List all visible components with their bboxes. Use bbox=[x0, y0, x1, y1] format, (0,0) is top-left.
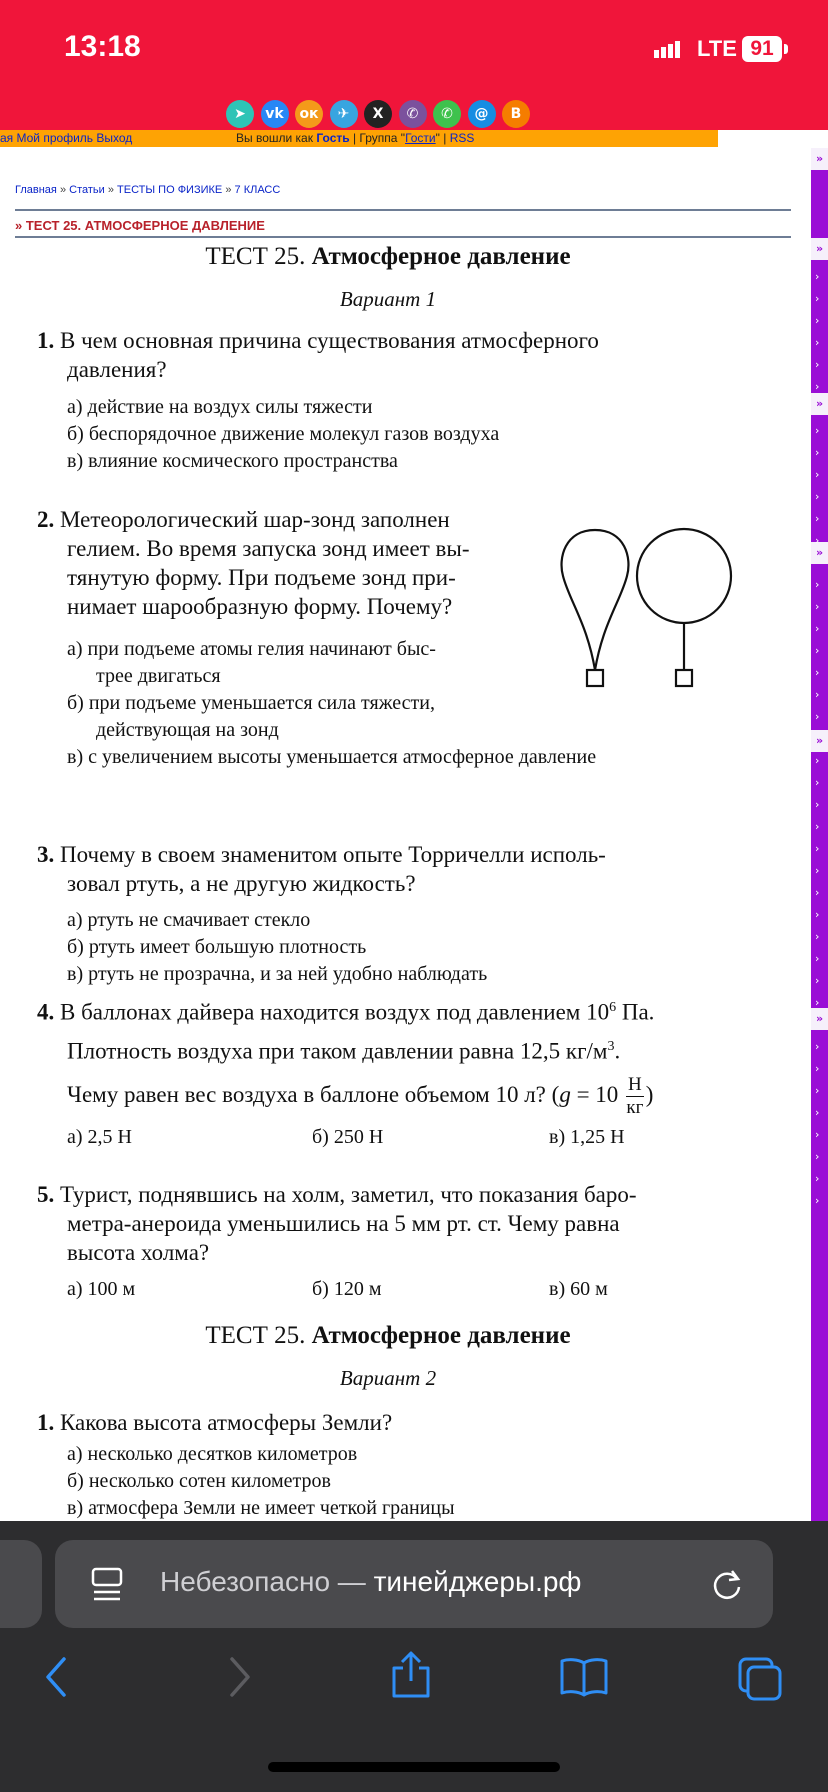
question-text: давления? bbox=[67, 357, 167, 382]
sidebar-link-arrow[interactable]: › bbox=[815, 644, 820, 657]
sidebar-section-marker: » bbox=[811, 238, 828, 260]
sidebar-link-arrow[interactable]: › bbox=[815, 842, 820, 855]
tabs-icon[interactable] bbox=[736, 1655, 786, 1703]
sidebar-link-arrow[interactable]: › bbox=[815, 600, 820, 613]
sidebar-link-arrow[interactable]: › bbox=[815, 776, 820, 789]
sidebar-link-arrow[interactable]: › bbox=[815, 666, 820, 679]
question-number: 4. bbox=[37, 999, 55, 1025]
probe-box bbox=[676, 670, 692, 686]
option: б) при подъеме уменьшается сила тяжести, bbox=[67, 692, 435, 714]
question-text: Плотность воздуха при таком давлении равна 12,5 кг/м bbox=[67, 1038, 608, 1064]
address-domain: тинейджеры.рф bbox=[373, 1566, 582, 1597]
sidebar-link-arrow[interactable]: › bbox=[815, 446, 820, 459]
sidebar-link-arrow[interactable]: › bbox=[815, 336, 820, 349]
question-5 bbox=[37, 1180, 757, 1267]
page-title: » ТЕСТ 25. АТМОСФЕРНОЕ ДАВЛЕНИЕ bbox=[15, 218, 265, 233]
user-bar bbox=[0, 130, 718, 147]
logout-link[interactable]: Выход bbox=[96, 131, 133, 145]
breadcrumb-articles[interactable]: Статьи bbox=[69, 184, 105, 196]
vk-icon[interactable]: vk bbox=[261, 100, 289, 128]
address-insecure-label: Небезопасно — bbox=[160, 1566, 374, 1597]
answer-a: а) 100 м bbox=[67, 1278, 136, 1300]
group-link[interactable]: Гости bbox=[405, 131, 436, 145]
mymail-icon[interactable]: @ bbox=[468, 100, 496, 128]
sidebar-section-marker: » bbox=[811, 393, 828, 415]
question-text: Па. bbox=[616, 999, 655, 1025]
question-text: В баллонах дайвера находится воздух под давлением 10 bbox=[60, 999, 610, 1025]
question-2 bbox=[37, 505, 547, 621]
question-text: Метеорологический шар-зонд заполнен bbox=[60, 507, 450, 532]
test-title bbox=[0, 243, 776, 271]
fraction-numerator: Н bbox=[628, 1074, 642, 1096]
sidebar-link-arrow[interactable]: › bbox=[815, 688, 820, 701]
sidebar-section-marker: » bbox=[811, 730, 828, 752]
battery-icon: 91 bbox=[742, 36, 782, 62]
question-number: 2. bbox=[37, 507, 55, 532]
logged-in-label: Вы вошли как bbox=[236, 131, 313, 145]
sidebar-link-arrow[interactable]: › bbox=[815, 292, 820, 305]
sidebar-link-arrow[interactable]: › bbox=[815, 864, 820, 877]
battery-nub bbox=[784, 44, 788, 54]
sidebar-link-arrow[interactable]: › bbox=[815, 358, 820, 371]
whatsapp-icon[interactable]: ✆ bbox=[433, 100, 461, 128]
divider bbox=[15, 209, 791, 211]
option: в) влияние космического пространства bbox=[67, 450, 398, 472]
forward-icon[interactable] bbox=[222, 1655, 256, 1699]
option: б) несколько сотен километров bbox=[67, 1470, 331, 1492]
sidebar-link-arrow[interactable]: › bbox=[815, 1172, 820, 1185]
balloon-figure bbox=[555, 518, 770, 693]
question-text: Почему в своем знаменитом опыте Торричелли исполь- bbox=[60, 842, 606, 867]
reader-icon[interactable] bbox=[90, 1566, 124, 1602]
profile-link[interactable]: ая Мой профиль bbox=[0, 131, 94, 145]
back-icon[interactable] bbox=[40, 1655, 74, 1699]
sidebar-link-arrow[interactable]: › bbox=[815, 820, 820, 833]
divider bbox=[15, 236, 791, 238]
breadcrumb-grade[interactable]: 7 КЛАСС bbox=[234, 184, 281, 196]
question-number: 1. bbox=[37, 328, 55, 353]
question-text: . bbox=[614, 1038, 621, 1064]
answer-b: б) 120 м bbox=[312, 1278, 382, 1300]
x-icon[interactable]: X bbox=[364, 100, 392, 128]
elongated-balloon bbox=[562, 530, 629, 670]
user-link[interactable]: Гость bbox=[316, 131, 350, 145]
share-icon[interactable] bbox=[388, 1650, 434, 1700]
breadcrumb-sep: » bbox=[107, 184, 114, 196]
question-text: высота холма? bbox=[67, 1240, 210, 1265]
sidebar-link-arrow[interactable]: › bbox=[815, 270, 820, 283]
reload-icon[interactable] bbox=[709, 1567, 745, 1603]
option: в) с увеличением высоты уменьшается атмосферное давление bbox=[67, 746, 597, 768]
question-text: зовал ртуть, а не другую жидкость? bbox=[67, 871, 416, 896]
question-1 bbox=[37, 326, 737, 384]
sidebar-link-arrow[interactable]: › bbox=[815, 490, 820, 503]
answer-b: б) 250 Н bbox=[312, 1126, 384, 1148]
question-text: Какова высота атмосферы Земли? bbox=[60, 1410, 393, 1435]
status-time: 13:18 bbox=[64, 30, 141, 63]
sidebar-link-arrow[interactable]: › bbox=[815, 512, 820, 525]
viber-icon[interactable]: ✆ bbox=[399, 100, 427, 128]
test-title bbox=[0, 1322, 776, 1350]
question-1-options bbox=[67, 394, 499, 475]
question-number: 5. bbox=[37, 1182, 55, 1207]
round-balloon bbox=[637, 529, 731, 623]
test-title-prefix: ТЕСТ 25. bbox=[205, 1322, 306, 1349]
address-text[interactable] bbox=[160, 1566, 581, 1598]
blogger-icon[interactable]: B bbox=[502, 100, 530, 128]
sidebar-link-arrow[interactable]: › bbox=[815, 952, 820, 965]
sidebar-link-arrow[interactable]: › bbox=[815, 930, 820, 943]
option: б) ртуть имеет большую плотность bbox=[67, 936, 367, 958]
odnoklassniki-icon[interactable]: ок bbox=[295, 100, 323, 128]
question-text: В чем основная причина существования атмосферного bbox=[60, 328, 599, 353]
sidebar-link-arrow[interactable]: › bbox=[815, 908, 820, 921]
breadcrumb bbox=[15, 184, 280, 196]
signal-icon bbox=[654, 40, 682, 58]
formula-var: g bbox=[559, 1082, 571, 1108]
formula-text: ) bbox=[645, 1082, 654, 1108]
sidebar-link-arrow[interactable]: › bbox=[815, 622, 820, 635]
rss-link[interactable]: RSS bbox=[449, 131, 475, 145]
share-icon[interactable]: ➤ bbox=[226, 100, 254, 128]
sidebar-link-arrow[interactable]: › bbox=[815, 578, 820, 591]
sidebar-link-arrow[interactable]: › bbox=[815, 380, 820, 393]
sidebar-link-arrow[interactable]: › bbox=[815, 710, 820, 723]
question-text: тянутую форму. При подъеме зонд при- bbox=[67, 565, 456, 590]
home-indicator bbox=[268, 1762, 560, 1772]
question-1-variant-2 bbox=[37, 1408, 737, 1437]
sidebar-link-arrow[interactable]: › bbox=[815, 754, 820, 767]
question-number: 1. bbox=[37, 1410, 55, 1435]
question-1-variant-2-options bbox=[67, 1441, 455, 1522]
sidebar-section-marker: » bbox=[811, 148, 828, 170]
sidebar-link-arrow[interactable]: › bbox=[815, 1128, 820, 1141]
option: трее двигаться bbox=[96, 665, 221, 687]
exponent: 3 bbox=[607, 1038, 615, 1054]
sidebar-link-arrow[interactable]: › bbox=[815, 314, 820, 327]
sidebar-link-arrow[interactable]: › bbox=[815, 468, 820, 481]
question-text: Чему равен вес воздуха в баллоне объемом 10 л? ( bbox=[67, 1082, 560, 1108]
breadcrumb-physics-tests[interactable]: ТЕСТЫ ПО ФИЗИКЕ bbox=[117, 184, 223, 196]
previous-tab-peek[interactable] bbox=[0, 1540, 42, 1628]
question-text: метра-анероида уменьшились на 5 мм рт. ст. Чему равна bbox=[67, 1211, 620, 1236]
sidebar-link-arrow[interactable]: › bbox=[815, 798, 820, 811]
sidebar-link-arrow[interactable]: › bbox=[815, 1062, 820, 1075]
question-number: 3. bbox=[37, 842, 55, 867]
telegram-icon[interactable]: ✈ bbox=[330, 100, 358, 128]
question-4 bbox=[37, 991, 757, 1119]
option: действующая на зонд bbox=[96, 719, 279, 741]
breadcrumb-sep: » bbox=[225, 184, 232, 196]
answer-a: а) 2,5 Н bbox=[67, 1126, 132, 1148]
option: а) действие на воздух силы тяжести bbox=[67, 396, 373, 418]
sidebar-section-marker: » bbox=[811, 542, 828, 564]
breadcrumb-sep: » bbox=[59, 184, 67, 196]
answer-c: в) 60 м bbox=[549, 1278, 608, 1300]
sidebar-link-arrow[interactable]: › bbox=[815, 1040, 820, 1053]
option: б) беспорядочное движение молекул газов воздуха bbox=[67, 423, 500, 445]
test-title-main: Атмосферное давление bbox=[311, 243, 571, 270]
network-label: LTE bbox=[697, 36, 737, 61]
sidebar-link-arrow[interactable]: › bbox=[815, 1194, 820, 1207]
sidebar-link-arrow[interactable]: › bbox=[815, 886, 820, 899]
sidebar-link-arrow[interactable]: › bbox=[815, 996, 820, 1009]
option: в) ртуть не прозрачна, и за ней удобно наблюдать bbox=[67, 963, 488, 985]
question-text: нимает шарообразную форму. Почему? bbox=[67, 594, 453, 619]
question-3 bbox=[37, 840, 737, 898]
option: а) при подъеме атомы гелия начинают быс- bbox=[67, 638, 436, 660]
formula-text: = 10 bbox=[570, 1082, 619, 1108]
fraction-denominator: кг bbox=[626, 1097, 644, 1119]
probe-box bbox=[587, 670, 603, 686]
group-label-end: " | bbox=[435, 131, 447, 145]
option: а) несколько десятков километров bbox=[67, 1443, 358, 1465]
test-title-main: Атмосферное давление bbox=[311, 1322, 571, 1349]
bookmarks-icon[interactable] bbox=[558, 1655, 610, 1699]
option: в) атмосфера Земли не имеет четкой границы bbox=[67, 1497, 455, 1519]
sidebar-link-arrow[interactable]: › bbox=[815, 424, 820, 437]
variant-label: Вариант 1 bbox=[339, 287, 437, 311]
fraction bbox=[626, 1074, 644, 1119]
sidebar-link-arrow[interactable]: › bbox=[815, 974, 820, 987]
option: а) ртуть не смачивает стекло bbox=[67, 909, 311, 931]
right-sidebar[interactable] bbox=[811, 148, 828, 1521]
exponent: 6 bbox=[609, 1000, 617, 1015]
sidebar-link-arrow[interactable]: › bbox=[815, 1084, 820, 1097]
sidebar-section-marker: » bbox=[811, 1008, 828, 1030]
breadcrumb-home[interactable]: Главная bbox=[15, 184, 57, 196]
question-3-options bbox=[67, 907, 487, 988]
answer-c: в) 1,25 Н bbox=[549, 1126, 625, 1148]
sidebar-link-arrow[interactable]: › bbox=[815, 1150, 820, 1163]
sidebar-link-arrow[interactable]: › bbox=[815, 1106, 820, 1119]
variant-label: Вариант 2 bbox=[339, 1366, 437, 1390]
question-text: гелием. Во время запуска зонд имеет вы- bbox=[67, 536, 470, 561]
test-title-prefix: ТЕСТ 25. bbox=[205, 243, 306, 270]
sidebar-link-arrow[interactable]: › bbox=[815, 534, 820, 547]
group-label: | Группа " bbox=[352, 131, 406, 145]
question-text: Турист, поднявшись на холм, заметил, что показания баро- bbox=[60, 1182, 637, 1207]
